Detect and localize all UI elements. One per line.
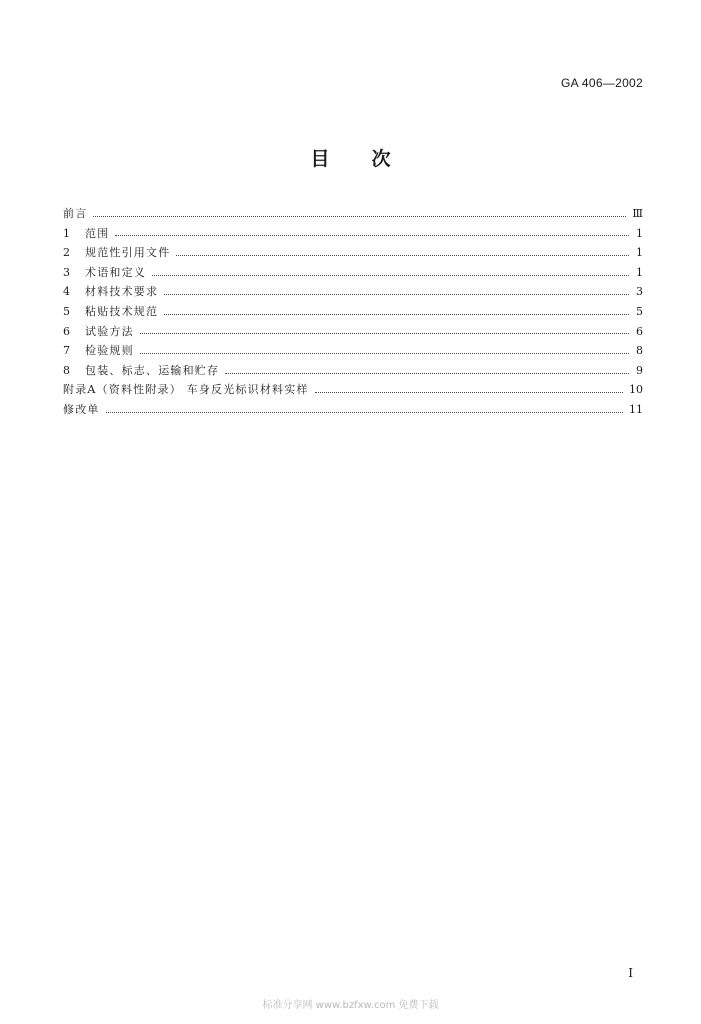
toc-page: 1	[636, 246, 643, 260]
toc-page: Ⅲ	[632, 207, 643, 220]
toc-page: 5	[636, 304, 643, 318]
title-char-2: 次	[371, 148, 391, 170]
toc-label: 材料技术要求	[85, 285, 159, 299]
toc-leader	[164, 293, 629, 295]
toc-label: 附录A（资料性附录） 车身反光标识材料实样	[63, 383, 309, 397]
toc-label: 修改单	[63, 402, 100, 416]
toc-label: 规范性引用文件	[85, 246, 171, 260]
toc-leader	[176, 254, 629, 256]
toc-page: 6	[636, 324, 643, 338]
toc-number: 8	[63, 363, 70, 377]
toc-page: 1	[636, 265, 643, 279]
toc-entry-5[interactable]	[63, 302, 643, 322]
title-char-1: 目	[310, 148, 330, 170]
toc-label: 前言	[63, 207, 88, 220]
toc-number: 3	[63, 265, 70, 279]
toc-number: 6	[63, 324, 70, 338]
toc-leader	[164, 313, 629, 315]
toc-label: 检验规则	[85, 344, 134, 358]
toc-page: 3	[636, 285, 643, 299]
table-of-contents	[63, 204, 643, 420]
toc-label: 范围	[85, 226, 110, 240]
standard-code: GA 406—2002	[560, 76, 643, 90]
toc-number: 7	[63, 344, 70, 358]
toc-number: 2	[63, 246, 70, 260]
toc-leader	[152, 274, 629, 276]
toc-leader	[115, 234, 629, 236]
page-title	[0, 144, 701, 171]
watermark-text: 标准分享网 www.bzfxw.com 免费下载	[262, 1000, 439, 1011]
toc-page: 11	[629, 402, 643, 416]
toc-page: 1	[636, 226, 643, 240]
toc-label: 术语和定义	[85, 265, 146, 279]
toc-entry-7[interactable]	[63, 341, 643, 361]
toc-number: 5	[63, 304, 70, 318]
toc-page: 8	[636, 344, 643, 358]
toc-number: 4	[63, 285, 70, 299]
toc-entry-2[interactable]	[63, 243, 643, 263]
toc-number: 1	[63, 226, 70, 240]
toc-page: 9	[636, 363, 643, 377]
toc-label: 粘贴技术规范	[85, 304, 159, 318]
toc-entry-4[interactable]	[63, 282, 643, 302]
toc-label: 试验方法	[85, 324, 134, 338]
toc-leader	[140, 352, 629, 354]
toc-entry-foreword[interactable]	[63, 204, 643, 224]
toc-entry-8[interactable]	[63, 361, 643, 381]
toc-leader	[93, 215, 626, 217]
toc-page: 10	[629, 383, 643, 397]
toc-leader	[225, 372, 629, 374]
toc-entry-1[interactable]	[63, 224, 643, 244]
toc-leader	[106, 411, 623, 413]
toc-leader	[315, 391, 623, 393]
toc-entry-appendix-a[interactable]	[63, 380, 643, 400]
toc-label: 包装、标志、运输和贮存	[85, 363, 220, 377]
toc-entry-3[interactable]	[63, 263, 643, 283]
page-number: I	[628, 966, 633, 980]
toc-leader	[140, 332, 629, 334]
toc-entry-6[interactable]	[63, 322, 643, 342]
toc-entry-amendment[interactable]	[63, 400, 643, 420]
